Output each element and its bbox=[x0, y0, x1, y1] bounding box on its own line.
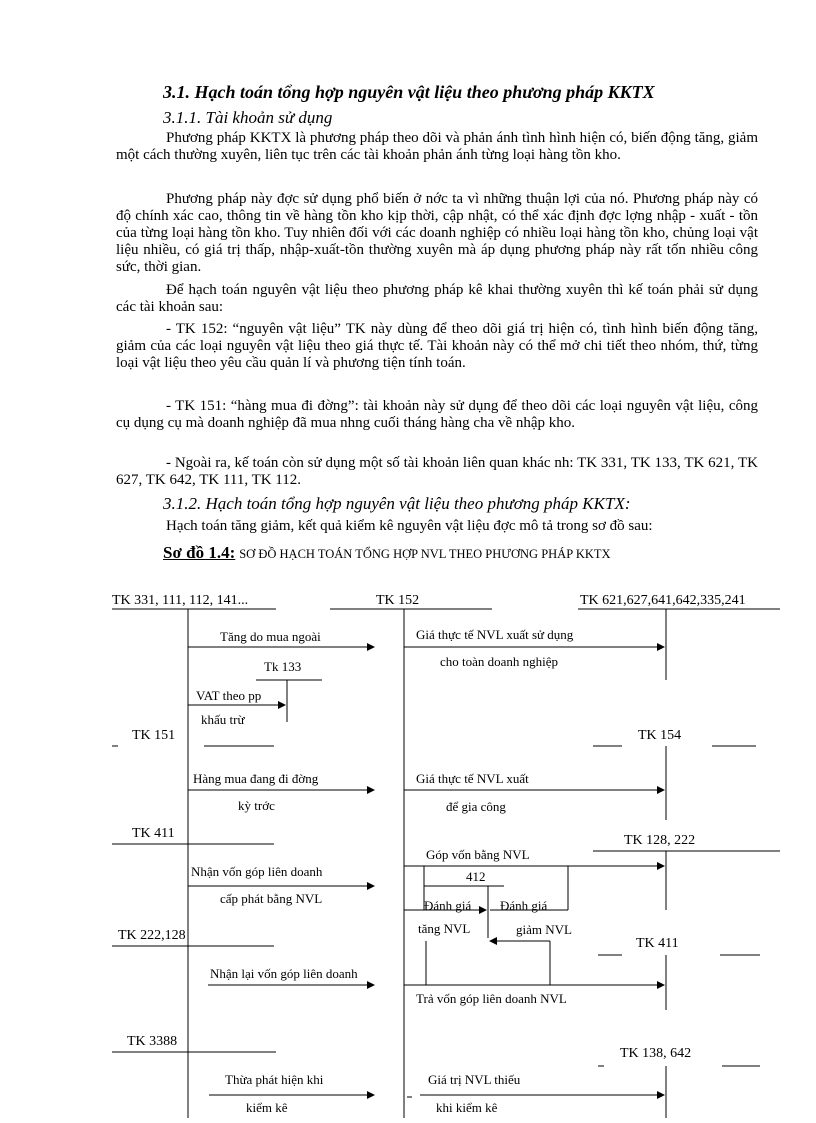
flow-gia-gc-2: để gia công bbox=[446, 799, 506, 814]
paragraph-5: - TK 151: “hàng mua đi đờng”: tài khoản này sử dụng để theo dõi các loại nguyên vật liệu, công cụ dụng cụ mà doanh nghiệp đã mua nhng cuối tháng hàng cha về nhập kho. bbox=[116, 398, 758, 431]
paragraph-2: Phương pháp này đợc sử dụng phổ biến ở nớc ta vì những thuận lợi của nó. Phương pháp này có độ chính xác cao, thông tin về hàng tồn kho kịp thời, cập nhật, có thể xác định đợc lợng nhập - xuất - tồn của từng loại hàng tồn kho. Tuy nhiên đối với các doanh nghiệp có nhiều loại hàng tồn kho, chủng loại vật liệu nhiều, có giá trị thấp, nhập-xuất-tồn thường xuyên mà áp dụng phương pháp này rất tốn nhiều công sức, thời gian. bbox=[116, 191, 758, 275]
tk154-label: TK 154 bbox=[638, 728, 682, 743]
flow-nhan-von-1: Nhận vốn góp liên doanh bbox=[191, 864, 323, 879]
tk222-label: TK 222,128 bbox=[118, 928, 186, 943]
intro-line: Hạch toán tăng giảm, kết quả kiểm kê nguyên vật liệu đợc mô tả trong sơ đồ sau: bbox=[166, 518, 653, 534]
heading-main: 3.1. Hạch toán tổng hợp nguyên vật liệu theo phương pháp KKTX bbox=[163, 82, 655, 102]
flow-dg-giam-1: Đánh giá bbox=[500, 898, 548, 913]
tk411-right-label: TK 411 bbox=[636, 936, 679, 951]
paragraph-6: - Ngoài ra, kế toán còn sử dụng một số tài khoản liên quan khác nh: TK 331, TK 133, TK 621, TK 627, TK 642, TK 111, TK 112. bbox=[116, 455, 758, 488]
tk151-label: TK 151 bbox=[132, 728, 176, 743]
flow-thua-2: kiểm kê bbox=[246, 1100, 288, 1115]
flow-hang-mua-1: Hàng mua đang đi đờng bbox=[193, 771, 319, 786]
tk331-label: TK 331, 111, 112, 141... bbox=[112, 593, 249, 608]
heading-sub1: 3.1.1. Tài khoản sử dụng bbox=[163, 108, 333, 127]
tk412-label: 412 bbox=[466, 869, 486, 884]
flow-thieu-2: khi kiểm kê bbox=[436, 1100, 498, 1115]
flow-nhan-von-2: cấp phát bằng NVL bbox=[220, 891, 323, 906]
paragraph-1: Phương pháp KKTX là phương pháp theo dõi và phản ánh tình hình hiện có, biến động tăng, giảm một cách thường xuyên, liên tục trên các tài khoản phản ánh từng loại hàng tồn kho. bbox=[116, 130, 758, 163]
flow-dg-tang-1: Đánh giá bbox=[424, 898, 472, 913]
flow-gop-von: Góp vốn bằng NVL bbox=[426, 847, 530, 862]
flow-hang-mua-2: kỳ trớc bbox=[238, 798, 275, 813]
diagram-label: Sơ đồ 1.4: bbox=[163, 543, 236, 562]
tk128-label: TK 128, 222 bbox=[624, 833, 696, 848]
flow-dg-giam-2: giảm NVL bbox=[516, 922, 572, 937]
flow-tang-mua-ngoai: Tăng do mua ngoài bbox=[220, 629, 321, 644]
flow-dg-tang-2: tăng NVL bbox=[418, 921, 471, 936]
diagram-title: SƠ ĐỒ HẠCH TOÁN TỔNG HỢP NVL THEO PHƯƠNG PHÁP KKTX bbox=[239, 547, 611, 561]
paragraph-4: - TK 152: “nguyên vật liệu” TK này dùng để theo dõi giá trị hiện có, tình hình biến động tăng, giảm của các loại nguyên vật liệu theo giá thực tế. Tài khoản này có thể mở chi tiết theo nhóm, thứ, từng loại vật liệu theo yêu cầu quản lí và phương tiện tính toán. bbox=[116, 321, 758, 371]
paragraph-3: Để hạch toán nguyên vật liệu theo phương pháp kê khai thường xuyên thì kế toán phải sử dụng các tài khoản sau: bbox=[116, 282, 758, 315]
flow-thieu-1: Giá trị NVL thiếu bbox=[428, 1072, 521, 1087]
flow-thua-1: Thừa phát hiện khi bbox=[225, 1072, 324, 1087]
flow-nhan-lai: Nhận lại vốn góp liên doanh bbox=[210, 966, 358, 981]
tk152-label: TK 152 bbox=[376, 593, 420, 608]
tk133-label: Tk 133 bbox=[264, 659, 302, 674]
flow-vat-1: VAT theo pp bbox=[196, 688, 262, 703]
flow-vat-2: khấu trừ bbox=[201, 712, 245, 727]
flow-gia-xuat-sd-1: Giá thực tế NVL xuất sử dụng bbox=[416, 627, 574, 642]
flow-tra-von: Trả vốn góp liên doanh NVL bbox=[416, 991, 567, 1006]
tk138-label: TK 138, 642 bbox=[620, 1046, 692, 1061]
tk621-label: TK 621,627,641,642,335,241 bbox=[580, 593, 746, 608]
heading-sub2: 3.1.2. Hạch toán tổng hợp nguyên vật liệu theo phương pháp KKTX: bbox=[163, 494, 631, 513]
tk3388-label: TK 3388 bbox=[127, 1034, 178, 1049]
tk411-left-label: TK 411 bbox=[132, 826, 175, 841]
flow-gia-xuat-sd-2: cho toàn doanh nghiệp bbox=[440, 654, 559, 669]
flow-gia-gc-1: Giá thực tế NVL xuất bbox=[416, 771, 529, 786]
